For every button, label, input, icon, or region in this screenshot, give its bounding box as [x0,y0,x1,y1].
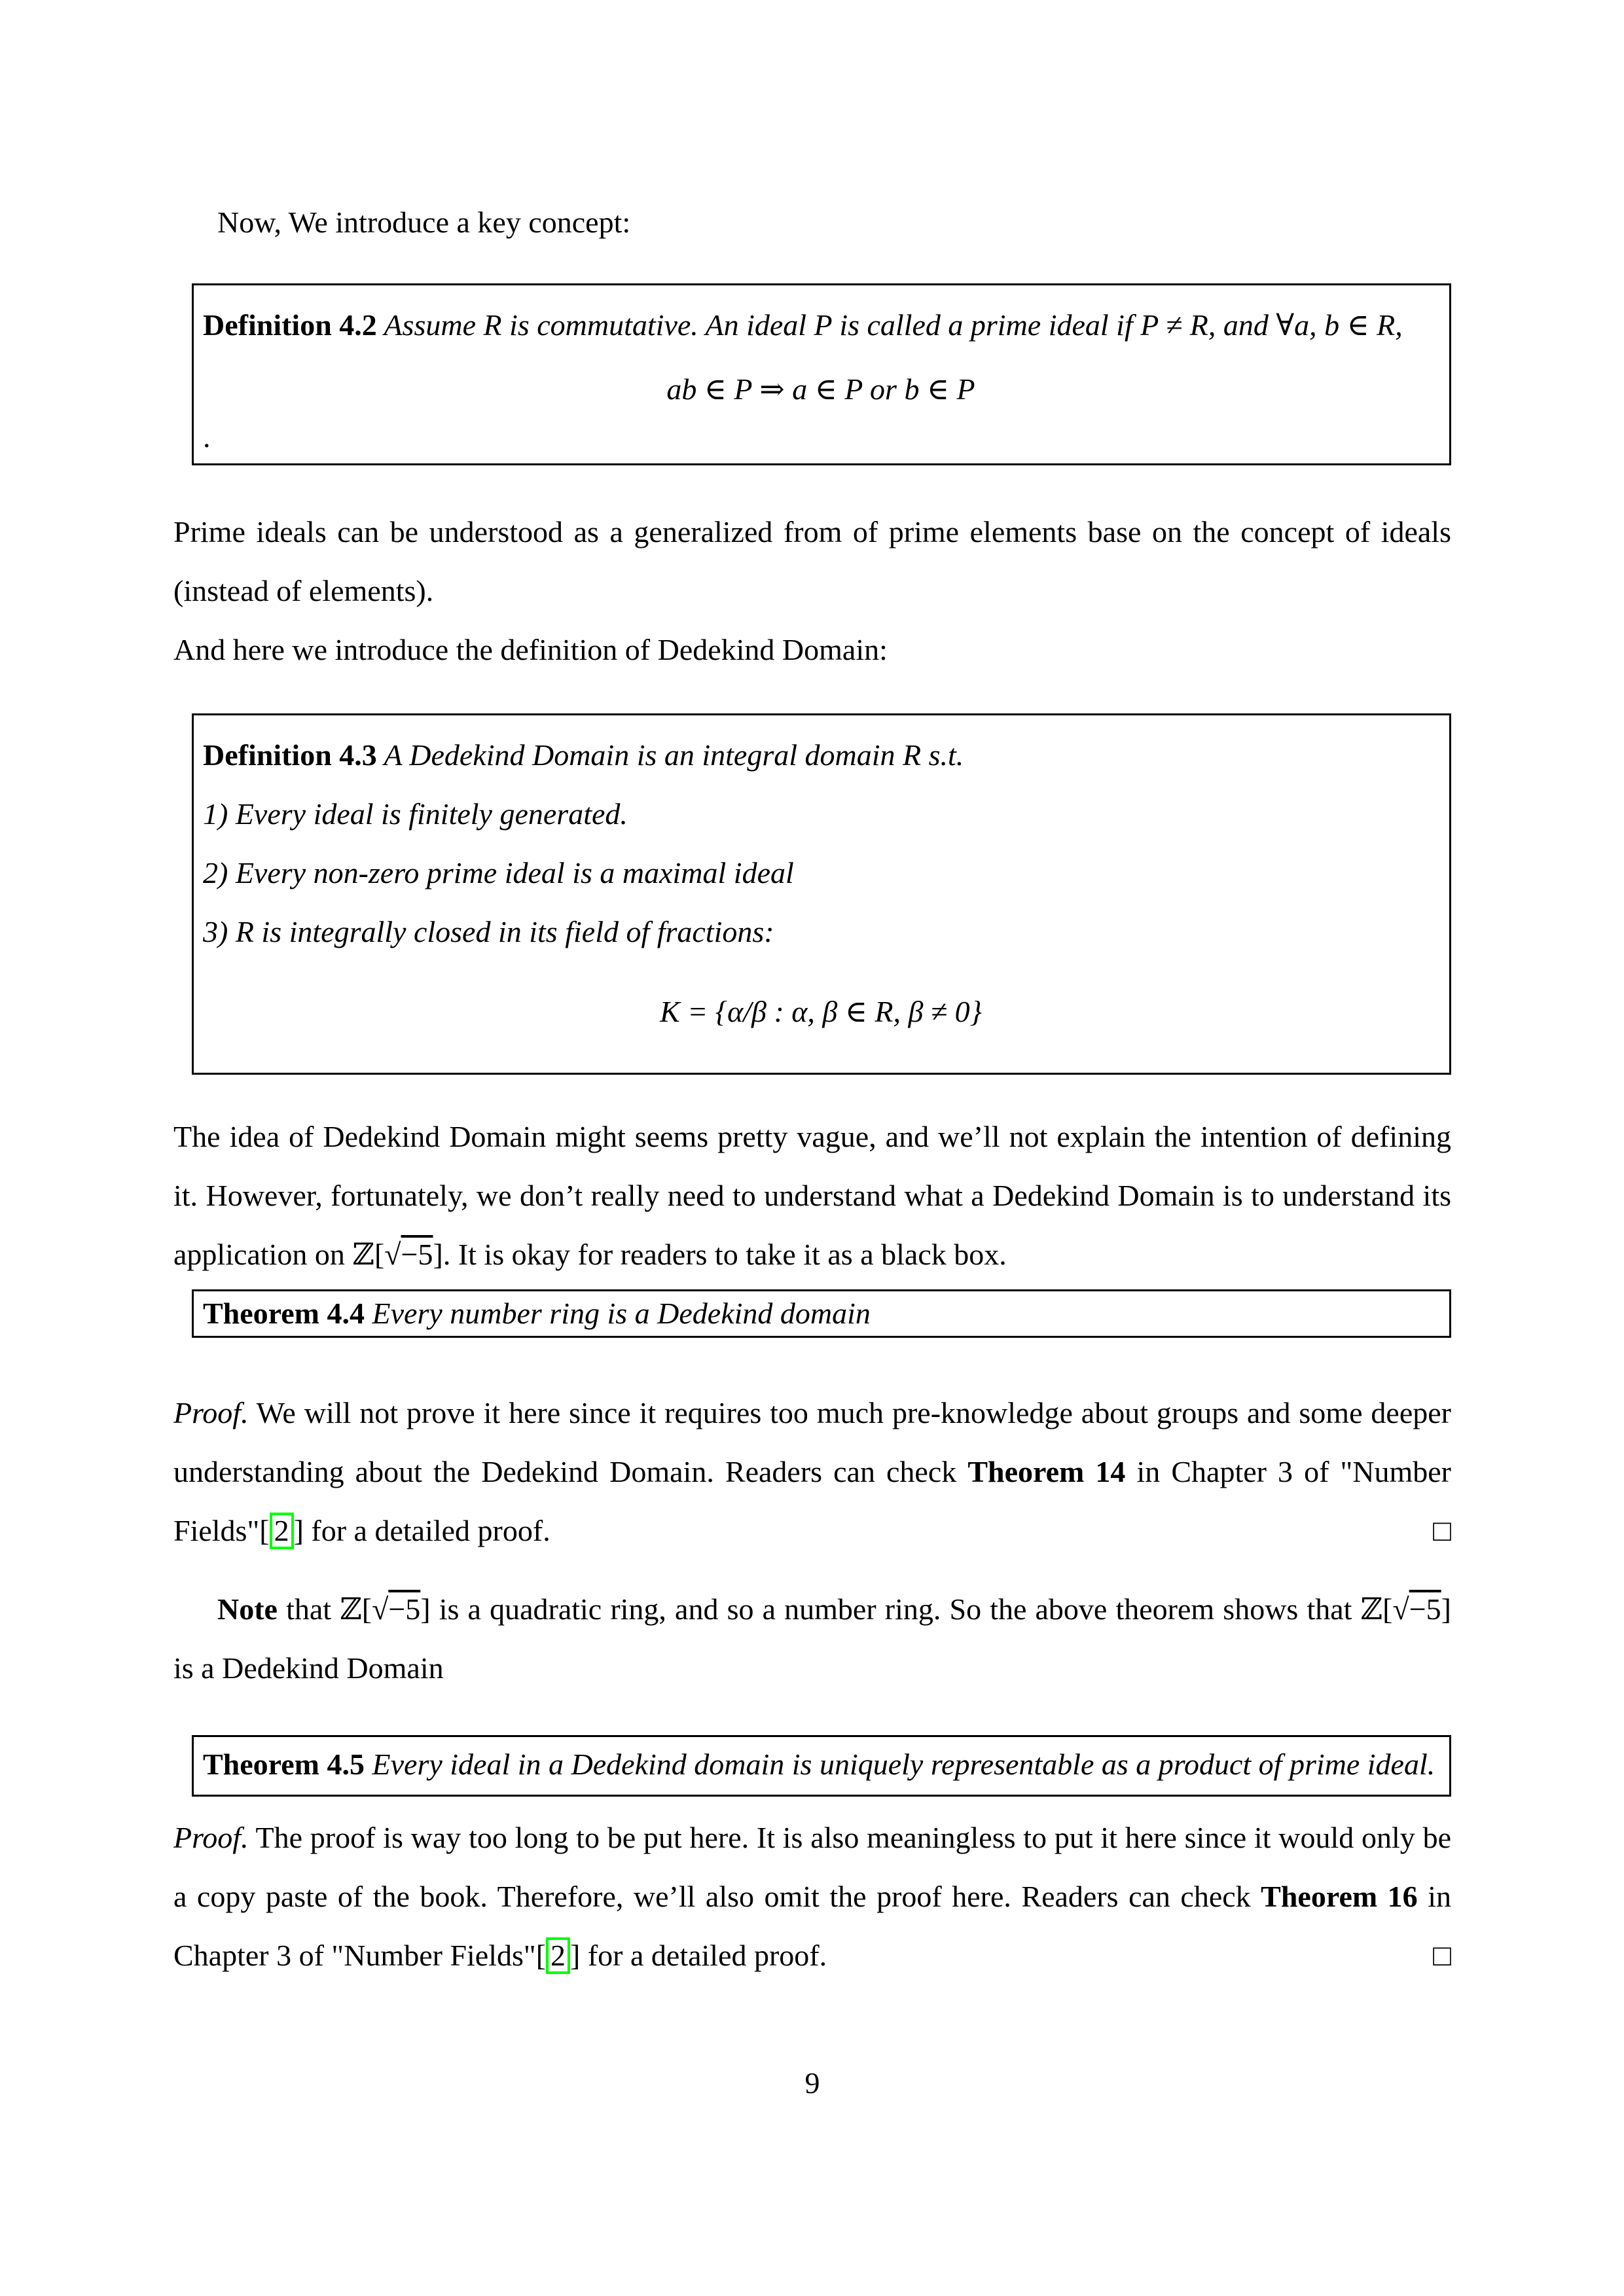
theorem-4-5-statement [203,1741,1439,1788]
definition-4-3-label: Definition 4.3 [203,738,377,772]
proof-theorem-4-4 [173,1384,1451,1560]
page-content [173,0,1451,2113]
theorem-4-4-body: Every number ring is a Dedekind domain [365,1297,871,1330]
citation-bracket-open: [ [535,1939,547,1972]
theorem-14-reference: Theorem 14 [967,1455,1126,1488]
note-text-2: is a quadratic ring, and so a number ring. So the above theorem shows that [430,1592,1361,1626]
proof-label: Proof. [173,1396,249,1429]
z-sqrt-minus5 [1361,1592,1451,1626]
citation-2-link[interactable] [259,1514,304,1547]
radicand: −5 [388,1592,421,1626]
theorem-4-4-statement [203,1297,1439,1331]
definition-4-3-box [192,713,1451,1075]
note-paragraph [173,1580,1451,1698]
theorem-4-4-box [192,1289,1451,1338]
definition-4-3-item-1: 1) Every ideal is finitely generated. [203,797,628,831]
radicand: −5 [1409,1592,1441,1626]
proof-label: Proof. [173,1821,249,1854]
bracket-close: ] [433,1238,443,1271]
theorem-16-reference: Theorem 16 [1261,1880,1418,1913]
definition-4-3-body: A Dedekind Domain is an integral domain R s.t. [376,738,964,772]
qed-symbol: □ [1433,1939,1451,1972]
proof-2-text-2: in Chapter 3 of "Number Fields" [173,1880,1451,1972]
definition-4-2-label: Definition 4.2 [203,308,377,342]
blackboard-z: ℤ[ [1360,1592,1393,1626]
prime-ideal-formula: ab ∈ P ⇒ a ∈ P or b ∈ P [666,372,975,406]
definition-4-2-period: . [203,420,211,454]
proof-1-text-1: We will not prove it here since it requires too much pre-knowledge about groups and some deeper understanding about the Dedekind Domain. Readers can check [173,1396,1451,1488]
intro-text: Now, We introduce a key concept: [217,206,631,239]
z-sqrt-minus5 [340,1592,430,1626]
definition-4-2-body: Assume R is commutative. An ideal P is called a prime ideal if P ≠ R, and ∀a, b ∈ R, [376,308,1403,342]
field-of-fractions-formula: K = {α/β : α, β ∈ R, β ≠ 0} [659,995,983,1028]
radicand: −5 [401,1238,433,1271]
definition-4-3-item-2: 2) Every non-zero prime ideal is a maximal ideal [203,856,794,889]
note-text-3: is a Dedekind Domain [173,1651,444,1685]
blackboard-z: ℤ[ [352,1238,385,1271]
page-number: 9 [804,2066,820,2100]
theorem-4-5-body: Every ideal in a Dedekind domain is uniquely representable as a product of prime ideal. [365,1748,1435,1781]
dedekind-idea-text-1: The idea of Dedekind Domain might seems pretty vague, and we’ll not explain the intention of defining it. However, fortunately, we don’t really need to understand what a Dedekind Domain is to understand its application on [173,1120,1451,1271]
sqrt-sign: √ [372,1592,389,1626]
dedekind-idea-text-2: . It is okay for readers to take it as a black box. [442,1238,1007,1271]
theorem-4-5-box [192,1735,1451,1797]
citation-bracket-close: ] [570,1939,581,1972]
proof-theorem-4-5 [173,1808,1451,1985]
prime-ideal-explanation-text: Prime ideals can be understood as a generalized from of prime elements base on the concept of ideals (instead of elements). [173,515,1451,607]
definition-4-3-statement [203,726,1439,785]
theorem-4-5-label: Theorem 4.5 [203,1748,365,1781]
proof-2-text-1: The proof is way too long to be put here. It is also meaningless to put it here since it would only be a copy paste of the book. Therefore, we’ll also omit the proof here. Readers can check [173,1821,1451,1913]
definition-4-2-statement [203,296,1439,355]
citation-bracket-open: [ [259,1514,270,1547]
dedekind-idea-paragraph [173,1107,1451,1284]
definition-4-3-item-3: 3) R is integrally closed in its field of fractions: [203,915,774,948]
intro-paragraph [173,193,1451,252]
theorem-4-4-label: Theorem 4.4 [203,1297,365,1330]
proof-1-text-2: in Chapter 3 of "Number Fields" [173,1455,1451,1547]
dedekind-intro-text: And here we introduce the definition of Dedekind Domain: [173,633,888,666]
bracket-close: ] [420,1592,431,1626]
proof-1-text-3: for a detailed proof. [303,1514,550,1547]
sqrt-sign: √ [384,1238,401,1271]
citation-number[interactable]: 2 [270,1513,294,1549]
citation-bracket-close: ] [293,1514,304,1547]
bracket-close: ] [1441,1592,1451,1626]
dedekind-intro-line [173,620,1451,679]
qed-symbol: □ [1433,1514,1451,1547]
z-sqrt-minus5 [352,1238,442,1271]
blackboard-z: ℤ[ [340,1592,372,1626]
note-label: Note [217,1592,278,1626]
definition-4-2-box [192,283,1451,465]
prime-ideal-explanation [173,503,1451,620]
note-text-1: that [277,1592,340,1626]
proof-2-text-3: for a detailed proof. [580,1939,827,1972]
sqrt-sign: √ [1392,1592,1409,1626]
citation-2-link[interactable] [536,1939,581,1972]
citation-number[interactable]: 2 [546,1937,570,1974]
